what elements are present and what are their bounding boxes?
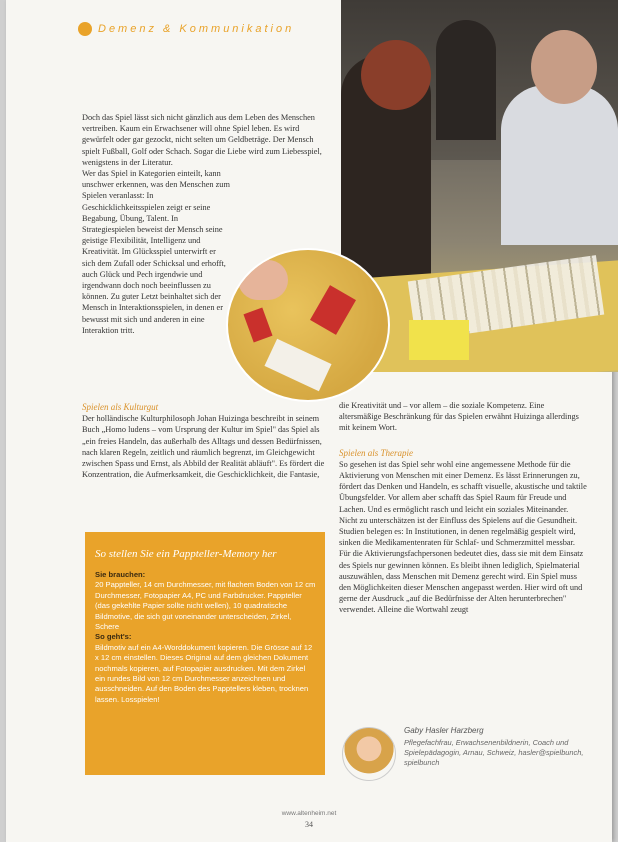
section-text: So gesehen ist das Spiel sehr wohl eine angemessene Methode für die Aktivierung von Menschen mit einer Demenz. Es lässt Erinnerungen zu, fördert das Denken und Handeln, es schafft visuelle, akustische und taktile Übungsfelder. Vor allem aber schafft das Spiel Raum für Freude und Lachen. Und es ermöglicht rasch und leicht ein soziales Miteinander. Nicht zu unterschätzen ist der Einfluss des Spielens auf die Gesundheit. Studien belegen es: In Institutionen, in denen regelmäßig gespielt wird, sinken die Medikamentenraten für Schlaf- und Schmerzmittel messbar. Für die Aktivierungsfachpersonen bedeutet dies, dass sie mit dem Einsatz des Spiels nur gewinnen können. Es bleibt ihnen lediglich, Spielmaterial auszuwählen, dass Menschen mit Demenz gerecht wird. Ein Spiel muss den Möglichkeiten dieser Menschen angepasst werden. Hier wird oft und gerne der Ausdruck „auf die Bedürfnisse der Alten herunterbrechen" verwendet. Alleine die Wortwahl zeugt (339, 459, 587, 615)
right-column (339, 400, 587, 616)
section-kulturgut (82, 402, 332, 480)
section-title: Demenz & Kommunikation (98, 23, 295, 35)
author-box (342, 722, 592, 802)
magazine-page (6, 0, 612, 842)
intro-paragraph: Wer das Spiel in Kategorien einteilt, kann unschwer erkennen, was den Menschen zum Spielen veranlasst: In Geschicklichkeitsspielen zeigt er seine Begabung, Übung, Talent. In Strategiespielen beweist der Mensch seine geistige Flexibilität, Intelligenz und Kreativität. Im Glücksspiel unterwirft er sich dem Zufall oder Schicksal und erhofft, auch Glück und Pech irgendwie und irgendwann doch noch beeinflussen zu können. Zu guter Letzt beinhaltet sich der Mensch in Interaktionsspielen, in denen er bewusst mit sich und anderen in eine Interaktion tritt. (82, 169, 230, 335)
photo-red-card (243, 307, 272, 342)
instruction-box-title: So stellen Sie ein Pappteller-Memory her (95, 548, 277, 560)
author-info: Pflegefachfrau, Erwachsenenbildnerin, Coach und Spielepädagogin, Arnau, Schweiz, hasler@spielbunch, spielbunch (404, 738, 584, 767)
materials-label: Sie brauchen: (95, 570, 146, 579)
photo-person-head (361, 40, 431, 110)
intro-paragraph: Doch das Spiel lässt sich nicht gänzlich aus dem Leben des Menschen vertreiben. Kaum ein Erwachsener will ohne Spiel leben. Es wird gewürfelt oder gar gezockt, nicht selten um Geldbeträge. Der Mensch spielt Fußball, Golf oder Schach. Sogar die Liebe wird zum Liebesspiel, wenigstens in der Literatur. (82, 113, 322, 167)
photo-red-card (310, 285, 356, 335)
steps-text: Bildmotiv auf ein A4-Worddokument kopieren. Die Grösse auf 12 x 12 cm einstellen. Dieses Original auf dem gleichen Dokument nochmals kopieren, auf Fotopapier ausdrucken. Mit dem Zirkel ein rundes Bild von 12 cm Durchmesser anzeichnen und ausschneiden. Auf den Boden des Papptellers kleben, trocknen lassen. Losspielen! (95, 642, 313, 704)
avatar (342, 727, 396, 781)
materials-text: 20 Pappteller, 14 cm Durchmesser, mit flachem Boden von 12 cm Durchmesser, Fotopapier A4, PC und Farbdrucker. Pappteller (das gekehlte Papier sollte nicht wellen), 10 quadratische Bildmotive, die sich gut voneinander unterscheiden, Zirkel, Schere (95, 580, 316, 632)
continued-paragraph: die Kreativität und – vor allem – die soziale Kompetenz. Eine altersmäßige Beschränkung für das Spielen erwähnt Huizinga allerdings mit keinem Wort. (339, 401, 579, 433)
author-name: Gaby Hasler Harzberg (404, 726, 484, 735)
instruction-box-body (95, 570, 317, 705)
page-number: 34 (305, 820, 313, 829)
section-heading: Spielen als Therapie (339, 447, 413, 458)
photo-person-head (531, 30, 597, 104)
section-text: Der holländische Kulturphilosoph Johan Huizinga beschreibt in seinem Buch „Homo ludens – vom Ursprung der Kultur im Spiel" das Spiel als „ein freies Handeln, das außerhalb des Alltags und dessen Bedürfnissen, nach klaren Regeln, zeitlich und räumlich begrenzt, im Gleichgewicht zwischen Spass und Ernst, als Abbild der Realität abläuft". Es fördert die Konzentration, die Aufmerksamkeit, die Geschicklichkeit, die Fantasie, (82, 414, 325, 480)
inset-circle-photo (226, 248, 390, 402)
footer-url: www.altenheim.net (281, 810, 337, 817)
section-header (78, 22, 294, 36)
instruction-box (85, 532, 325, 775)
photo-white-card (264, 339, 331, 392)
orange-dot-icon (78, 22, 92, 36)
photo-person (436, 20, 496, 140)
steps-label: So geht's: (95, 632, 132, 642)
photo-hand (238, 260, 288, 300)
photo-yellow-box (409, 320, 469, 360)
section-heading: Spielen als Kulturgut (82, 402, 159, 412)
photo-person (501, 85, 618, 245)
